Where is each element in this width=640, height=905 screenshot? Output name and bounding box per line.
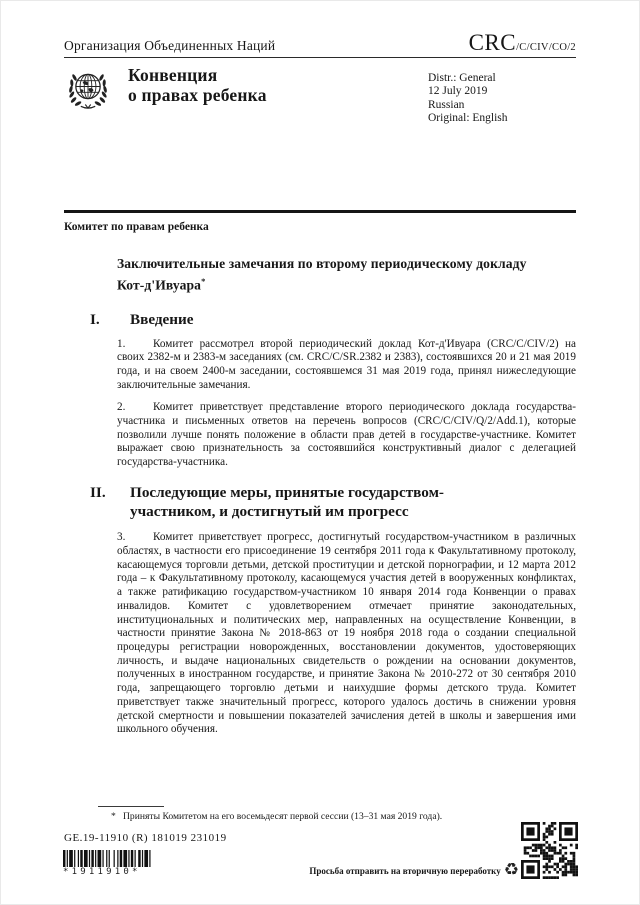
recycle-icon: ♻	[503, 860, 519, 880]
barcode-label: *1911910*	[63, 867, 141, 877]
doc-symbol-suffix: /C/CIV/CO/2	[516, 42, 576, 53]
section-heading	[90, 483, 576, 522]
section-numeral: II.	[90, 483, 106, 501]
section-heading	[90, 310, 576, 329]
section-heading-text: Последующие меры, принятые государством-участником, и достигнутый им прогресс	[130, 483, 444, 521]
ge-number: GE.19-11910 (R) 181019 231019	[64, 832, 227, 844]
recycle-text: Просьба отправить на вторичную переработку	[309, 865, 501, 876]
document-title	[117, 255, 545, 294]
doc-symbol-main: CRC	[468, 30, 517, 55]
paragraph	[117, 338, 576, 393]
paragraph-text: Комитет приветствует представление второго периодического доклада государства-участника и письменных ответов на перечень вопросов (CRC/C/CIV/Q/2/Add.1), которые позволили лучше понять положение в области прав детей в государстве-участнике. Комитет выражает свою признательность за состоявшийся конструктивный диалог с делегацией государства-участника.	[117, 401, 576, 469]
distr-line: 12 July 2019	[428, 85, 488, 98]
paragraph	[117, 531, 576, 737]
paragraph	[117, 401, 576, 470]
footnote-mark: *	[111, 811, 116, 822]
footnote-text: Приняты Комитетом на его восемьдесят первой сессии (13–31 мая 2019 года).	[123, 811, 443, 822]
paragraph-text: Комитет рассмотрел второй периодический доклад Кот-д'Ивуара (CRC/C/CIV/2) на своих 2382-м и 2383-м заседаниях (см. CRC/C/SR.2382 и 2383), состоявшихся 20 и 21 мая 2019 года, и на своем 2400-м заседании, состоявшемся 31 мая 2019 года, принял нижеследующие заключительные замечания.	[117, 337, 576, 391]
paragraph-text: Комитет приветствует прогресс, достигнутый государством-участником в различных областях, в частности его присоединение 19 сентября 2011 года к Факультативному протоколу, касающемуся торговли детьми, детской проституции и детской порнографии, и 12 марта 2012 года – к Факультативному протоколу, касающемуся участия детей в вооруженных конфликтах, а также ратификацию государством-участником 10 января 2014 года Конвенции о правах инвалидов. Комитет с удовлетворением отмечает принятие законодательных, институциональных и политических мер, направленных на осуществление Конвенции, в частности принятие Закона № 2018-863 от 19 ноября 2018 года о создании специальной процедуры регистрации новорожденных, восстановлении документов, удостоверяющих личность, и выдаче национальных свидетельств о рождении на основании документов, полученных в иностранном государстве, и принятие Закона № 2010-272 от 30 сентября 2010 года, запрещающего торговлю детьми и наихудшие формы детского труда. Комитет приветствует также значительный прогресс, которого удалось достичь в снижении уровня детской смертности и повышении показателей зачисления детей в школы и завершения ими школьного обучения.	[117, 531, 576, 736]
footnote-rule	[98, 806, 164, 807]
paragraph-number: 3.	[117, 531, 126, 544]
distr-line: Original: English	[428, 112, 508, 125]
distr-line: Russian	[428, 98, 465, 111]
distr-line: Distr.: General	[428, 72, 496, 84]
committee-name: Комитет по правам ребенка	[64, 221, 209, 233]
paragraph-number: 1.	[117, 337, 126, 350]
doc-symbol	[469, 30, 576, 56]
qr-code-icon	[521, 822, 578, 879]
org-name: Организация Объединенных Наций	[64, 38, 276, 53]
un-emblem-icon	[61, 64, 115, 118]
barcode-icon	[63, 850, 153, 867]
document-title-text: Заключительные замечания по второму периодическому докладу Кот-д'Ивуара	[117, 256, 527, 293]
distribution-info	[428, 72, 508, 126]
paragraph-number: 2.	[117, 401, 126, 414]
separator-bar	[64, 210, 576, 213]
section-heading-text: Введение	[130, 310, 194, 328]
publication-title	[128, 65, 267, 105]
section-numeral: I.	[90, 310, 100, 328]
title-footnote-mark: *	[201, 275, 206, 286]
header-rule	[64, 57, 576, 58]
publication-title-line1: Конвенция	[128, 65, 218, 85]
document-body	[90, 255, 576, 737]
publication-title-line2: о правах ребенка	[128, 85, 267, 105]
recycle-note	[309, 862, 519, 879]
footnote	[98, 811, 553, 822]
